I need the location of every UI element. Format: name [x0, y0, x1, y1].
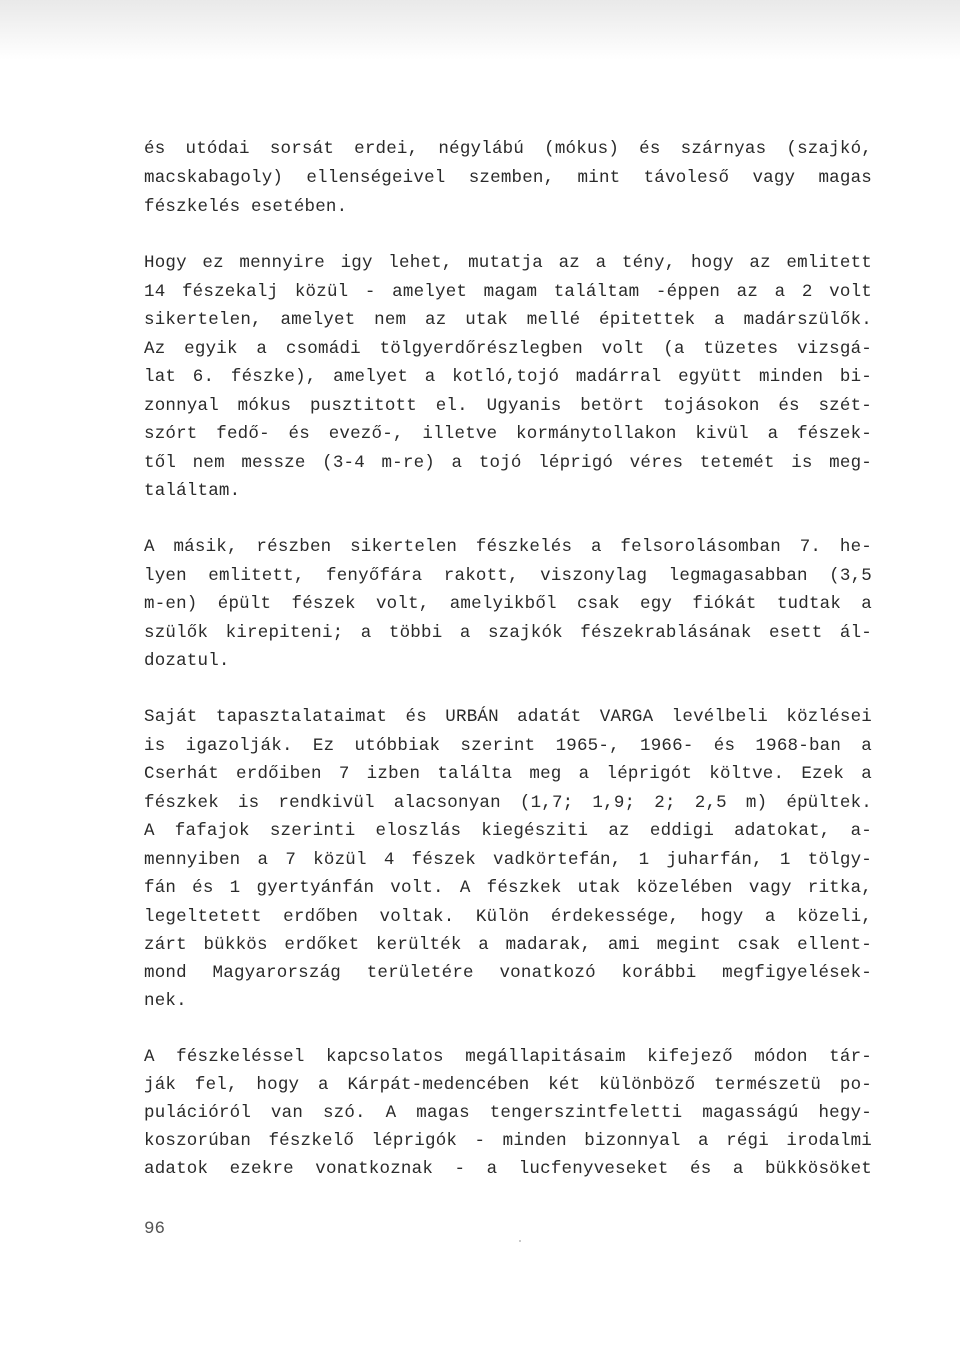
- text-line: zonnyal mókus pusztitott el. Ugyanis betört tojásokon és szét-: [144, 396, 872, 416]
- scan-top-shadow: [0, 0, 960, 60]
- text-line: nek.: [144, 991, 187, 1011]
- text-line: Saját tapasztalataimat és URBÁN adatát VARGA levélbeli közlései: [144, 707, 872, 727]
- text-line: fészkek is rendkivül alacsonyan (1,7; 1,9; 2; 2,5 m) épültek.: [144, 793, 872, 813]
- text-line: pulációról van szó. A magas tengerszintfeletti magasságú hegy-: [144, 1103, 872, 1123]
- text-line: mennyiben a 7 közül 4 fészek vadkörtefán, 1 juharfán, 1 tölgy-: [144, 850, 872, 870]
- text-line: találtam.: [144, 481, 241, 501]
- text-line: ják fel, hogy a Kárpát-medencében két különböző természetü po-: [144, 1075, 872, 1095]
- text-line: és utódai sorsát erdei, négylábú (mókus) és szárnyas (szajkó,: [144, 139, 872, 159]
- text-line: mond Magyarország területére vonatkozó korábbi megfigyelések-: [144, 963, 872, 983]
- text-line: Az egyik a csomádi tölgyerdőrészlegben volt (a tüzetes vizsgá-: [144, 339, 872, 359]
- text-line: A másik, részben sikertelen fészkelés a felsorolásomban 7. he-: [144, 537, 872, 557]
- text-line: A fafajok szerinti eloszlás kiegésziti az eddigi adatokat, a-: [144, 821, 872, 841]
- text-line: legeltetett erdőben voltak. Külön érdekessége, hogy a közeli,: [144, 907, 872, 927]
- text-line: lat 6. fészke), amelyet a kotló,tojó madárral együtt minden bi-: [144, 367, 872, 387]
- text-line: fészkelés esetében.: [144, 197, 348, 217]
- text-line: Hogy ez mennyire igy lehet, mutatja az a tény, hogy az emlitett: [144, 253, 872, 273]
- text-line: adatok ezekre vonatkoznak - a lucfenyveseket és a bükkösöket: [144, 1159, 872, 1179]
- text-line: m-en) épült fészek volt, amelyikből csak egy fiókát tudtak a: [144, 594, 872, 614]
- page-number: 96: [144, 1219, 166, 1239]
- text-line: koszorúban fészkelő léprigók - minden bizonnyal a régi irodalmi: [144, 1131, 872, 1151]
- text-line: is igazolják. Ez utóbbiak szerint 1965-, 1966- és 1968-ban a: [144, 736, 872, 756]
- text-line: Cserhát erdőiben 7 izben találta meg a léprigót költve. Ezek a: [144, 764, 872, 784]
- text-line: sikertelen, amelyet nem az utak mellé épitettek a madárszülők.: [144, 310, 872, 330]
- text-line: szórt fedő- és evező-, illetve kormánytollakon kivül a fészek-: [144, 424, 872, 444]
- scan-speck: [519, 1240, 521, 1242]
- text-line: A fészkeléssel kapcsolatos megállapitásaim kifejező módon tár-: [144, 1047, 872, 1067]
- text-line: fán és 1 gyertyánfán volt. A fészkek utak közelében vagy ritka,: [144, 878, 872, 898]
- text-line: től nem messze (3-4 m-re) a tojó léprigó véres tetemét is meg-: [144, 453, 872, 473]
- text-line: 14 fészekalj közül - amelyet magam találtam -éppen az a 2 volt: [144, 282, 872, 302]
- text-line: dozatul.: [144, 651, 230, 671]
- text-line: macskabagoly) ellenségeivel szemben, mint távoleső vagy magas: [144, 168, 872, 188]
- text-line: lyen emlitett, fenyőfára rakott, viszonylag legmagasabban (3,5: [144, 566, 872, 586]
- text-line: szülők kirepiteni; a többi a szajkók fészekrablásának esett ál-: [144, 623, 872, 643]
- text-line: zárt bükkös erdőket kerülték a madarak, ami megint csak ellent-: [144, 935, 872, 955]
